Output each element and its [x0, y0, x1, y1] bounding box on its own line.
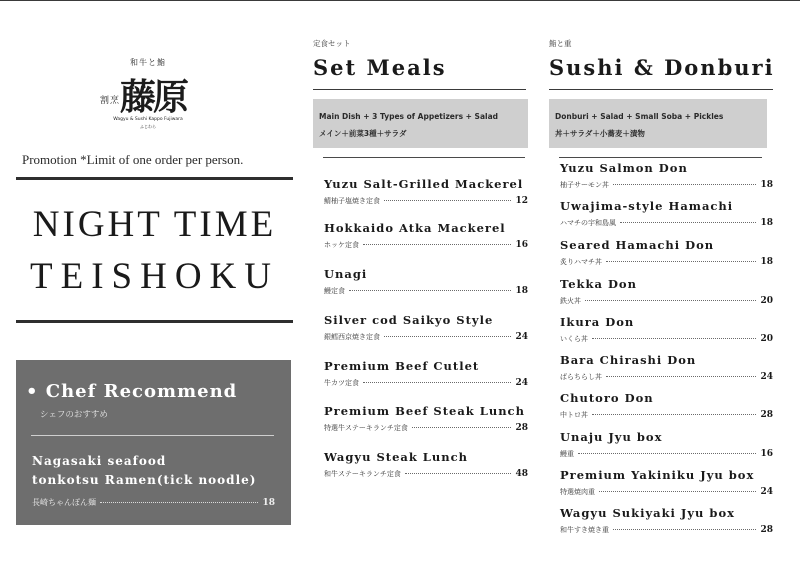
- item-price: 18: [515, 286, 528, 296]
- item-price: 18: [760, 180, 773, 190]
- item-name: Yuzu Salt-Grilled Mackerel: [324, 177, 524, 191]
- item-jp: 特選牛ステーキランチ定食: [324, 424, 408, 432]
- menu-item: [560, 353, 773, 382]
- menu-item: [324, 313, 528, 342]
- item-jp: ばらちらし丼: [560, 373, 602, 381]
- item-price: 24: [515, 378, 528, 388]
- dot-leader: [405, 473, 512, 474]
- item-price: 28: [515, 423, 528, 433]
- item-price: 18: [760, 257, 773, 267]
- section-rule: [549, 89, 773, 90]
- dot-leader: [384, 336, 511, 337]
- item-price: 20: [760, 296, 773, 306]
- item-price: 16: [515, 240, 528, 250]
- dot-leader: [606, 376, 756, 377]
- section-title: Set Meals: [313, 55, 447, 80]
- item-jp: ホッケ定食: [324, 241, 359, 249]
- item-name: Uwajima-style Hamachi: [560, 199, 734, 213]
- item-name: Unagi: [324, 267, 368, 281]
- chef-dish-price: 18: [262, 498, 275, 508]
- menu-item: [560, 468, 773, 497]
- menu-item: [560, 238, 773, 267]
- chef-dish-name-line2: tonkotsu Ramen(tick noodle): [32, 473, 257, 487]
- item-price: 12: [515, 196, 528, 206]
- menu-item: [324, 221, 528, 250]
- item-name: Yuzu Salmon Don: [560, 161, 688, 175]
- item-price: 24: [760, 487, 773, 497]
- section-rule: [313, 89, 526, 90]
- item-name: Premium Yakiniku Jyu box: [560, 468, 755, 482]
- menu-item: [560, 161, 773, 190]
- menu-item: [560, 391, 773, 420]
- menu-item: [324, 359, 528, 388]
- dot-leader: [606, 261, 756, 262]
- chef-recommend-subtitle: シェフのおすすめ: [40, 410, 108, 420]
- menu-item: [560, 199, 773, 228]
- section-includes-box: [549, 99, 767, 148]
- dot-leader: [613, 529, 756, 530]
- includes-en: Main Dish + 3 Types of Appetizers + Salad: [319, 112, 499, 121]
- item-price: 16: [760, 449, 773, 459]
- item-jp: 和牛すき焼き重: [560, 526, 609, 534]
- includes-en: Donburi + Salad + Small Soba + Pickles: [555, 112, 724, 121]
- item-name: Hokkaido Atka Mackerel: [324, 221, 506, 235]
- item-jp: 鯖柚子塩焼き定食: [324, 197, 380, 205]
- hero-title-line1: NIGHT TIME: [32, 204, 277, 245]
- menu-item: [560, 315, 773, 344]
- item-name: Tekka Don: [560, 277, 637, 291]
- item-name: Wagyu Steak Lunch: [324, 450, 468, 464]
- section-includes-box: [313, 99, 528, 148]
- chef-recommend-title: • Chef Recommend: [26, 381, 238, 402]
- logo-subtitle-kana: ふじわら: [140, 124, 156, 129]
- dot-leader: [592, 414, 756, 415]
- menu-item: [560, 277, 773, 306]
- dot-leader: [620, 222, 756, 223]
- dot-leader: [100, 502, 258, 503]
- logo-name: 藤原: [120, 76, 187, 118]
- item-price: 28: [760, 410, 773, 420]
- chef-dish-jp: 長崎ちゃんぽん麺: [32, 498, 96, 507]
- menu-item: [324, 404, 528, 433]
- item-jp: いくら丼: [560, 335, 588, 343]
- item-name: Unaju Jyu box: [560, 430, 663, 444]
- item-jp: 和牛ステーキランチ定食: [324, 470, 401, 478]
- includes-jp: メイン＋前菜3種＋サラダ: [319, 129, 407, 138]
- item-price: 28: [760, 525, 773, 535]
- section-title: Sushi & Donburi: [549, 55, 775, 80]
- dot-leader: [578, 453, 756, 454]
- section-jp-label: 定食セット: [313, 39, 351, 48]
- logo-side-text: 割烹: [100, 96, 121, 106]
- item-jp: 特選焼肉重: [560, 488, 595, 496]
- dot-leader: [599, 491, 756, 492]
- item-name: Ikura Don: [560, 315, 635, 329]
- item-jp: 柚子サーモン丼: [560, 181, 609, 189]
- item-name: Premium Beef Steak Lunch: [324, 404, 525, 418]
- chef-divider: [31, 435, 274, 436]
- item-name: Silver cod Saikyo Style: [324, 313, 494, 327]
- menu-item: [560, 506, 773, 535]
- item-jp: ハマチの宇和島風: [560, 219, 616, 227]
- hero-top-rule: [16, 177, 293, 180]
- chef-dish-name-line1: Nagasaki seafood: [32, 454, 167, 468]
- list-top-rule: [559, 157, 762, 158]
- menu-item: [324, 267, 528, 296]
- item-price: 48: [515, 469, 528, 479]
- item-price: 18: [760, 218, 773, 228]
- dot-leader: [349, 290, 511, 291]
- dot-leader: [384, 200, 511, 201]
- set-meals-section: [313, 0, 528, 567]
- dot-leader: [412, 427, 512, 428]
- section-jp-label: 鮨と重: [549, 39, 572, 48]
- logo-top-text: 和牛と鮨: [130, 58, 166, 67]
- item-jp: 中トロ丼: [560, 411, 588, 419]
- dot-leader: [363, 244, 511, 245]
- menu-item: [324, 450, 528, 479]
- dot-leader: [585, 300, 756, 301]
- hero-title-line2: TEISHOKU: [30, 256, 279, 297]
- item-jp: 鰻定食: [324, 287, 345, 295]
- item-jp: 銀鱈西京焼き定食: [324, 333, 380, 341]
- chef-dish-row: [32, 497, 275, 508]
- menu-item: [324, 177, 528, 206]
- item-jp: 牛カツ定食: [324, 379, 359, 387]
- item-name: Seared Hamachi Don: [560, 238, 715, 252]
- item-name: Chutoro Don: [560, 391, 654, 405]
- list-top-rule: [323, 157, 525, 158]
- item-jp: 鉄火丼: [560, 297, 581, 305]
- logo-subtitle: Wagyu & Sushi Kappo Fujiwara: [113, 117, 183, 122]
- hero-bottom-rule: [16, 320, 293, 323]
- item-name: Wagyu Sukiyaki Jyu box: [560, 506, 735, 520]
- dot-leader: [613, 184, 756, 185]
- item-price: 24: [515, 332, 528, 342]
- promotion-note: Promotion *Limit of one order per person.: [22, 152, 244, 167]
- item-name: Premium Beef Cutlet: [324, 359, 480, 373]
- includes-jp: 丼＋サラダ＋小蕎麦＋漬物: [555, 129, 645, 138]
- item-name: Bara Chirashi Don: [560, 353, 697, 367]
- menu-item: [560, 430, 773, 459]
- item-jp: 鰻重: [560, 450, 574, 458]
- sushi-donburi-section: [549, 0, 775, 567]
- restaurant-logo: [88, 55, 206, 139]
- item-price: 24: [760, 372, 773, 382]
- chef-recommend-panel: [16, 360, 291, 525]
- item-jp: 炙りハマチ丼: [560, 258, 602, 266]
- dot-leader: [363, 382, 511, 383]
- dot-leader: [592, 338, 756, 339]
- item-price: 20: [760, 334, 773, 344]
